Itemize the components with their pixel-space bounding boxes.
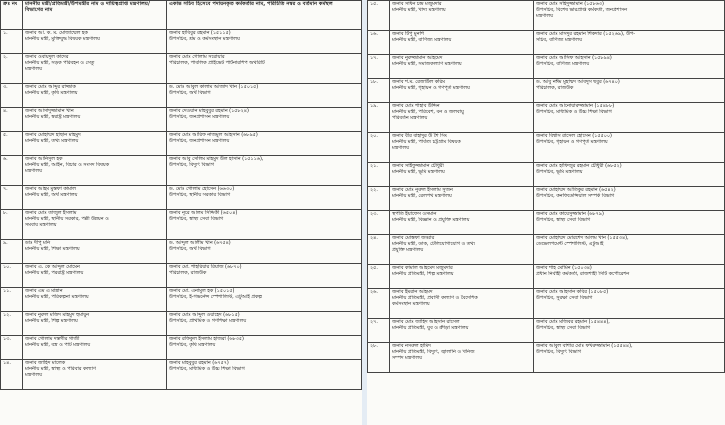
private-secretary-cell [167,360,362,390]
table-body-left [1,30,362,390]
officer-line: উপসচিব, স্বাস্থ্য সেবা বিভাগ [536,325,591,332]
officer-line: উপসচিব, কনফিডেন্সিয়াল সম্পর্ক বিভাগ [536,193,615,200]
minister-line: জনাব মোঃ শাহাব উদ্দিন [392,103,440,109]
minister-line: জনাব নসরুল হামিদ [392,343,431,349]
officer-line: উপসচিব, বিশেষ ভারপ্রাপ্ত কর্মকর্তা, জনপ্রশাসন [536,7,628,14]
minister-cell [390,55,534,79]
private-secretary-cell [167,30,362,54]
officer-line: উপসচিব, ই-গভর্নেন্স স্পেশালিস্ট, এটুআই প্রকল্প [169,294,262,301]
minister-line: জনাব আ. ক. ম. মোজাম্মেল হক [25,30,88,36]
serial-number: ১৪. [1,360,23,390]
officer-line: জনাব মো. এনামুল হক (১৫০১৫) [169,288,235,294]
officer-line: উপসচিব, মাধ্যমিক ও উচ্চ শিক্ষা বিভাগ [536,109,612,116]
minister-cell [23,210,167,240]
table-row [1,132,362,156]
private-secretary-cell [534,103,725,133]
private-secretary-cell [534,187,725,211]
officer-line: জনাব আবু সেলিম মাহমুদ উল হাসান (১৫১১৬), [169,156,264,162]
minister-line: প্রযুক্তি মন্ত্রণালয় [392,247,424,254]
minister-line: মাননীয় মন্ত্রী, কৃষি মন্ত্রণালয় [25,90,78,97]
minister-cell [23,54,167,84]
minister-line: ডাঃ দীপু মনি [25,240,51,246]
minister-line: মাননীয় মন্ত্রী, স্বরাষ্ট্র মন্ত্রণালয় [25,114,81,121]
private-secretary-cell [534,163,725,187]
minister-line: জনাব মোস্তফা জব্বার [392,235,435,241]
officer-line: জনাব মোঃ আরিফ নাজমুল আহসান (৬৮৯৫) [169,132,258,138]
private-secretary-cell [534,319,725,343]
officer-line: জনাব মোঃ মজিবর রহমান (১৫৪৪৪), [536,319,610,325]
officer-line: পরিচালক, পাবলিক প্রাইভেট পার্টনারশিপ অথরিটি [169,60,265,67]
private-secretary-cell [167,54,362,84]
private-secretary-cell [167,264,362,288]
table-row [1,54,362,84]
serial-number: ১৯. [368,103,390,133]
table-row [1,108,362,132]
officer-line: জনাব মোহাম্মদ মোরশেদ আলম খান (১৫৫৩৪), [536,235,629,241]
minister-cell [390,1,534,31]
officer-line: ড. আবু নঈম মুহাম্মদ আবদুস ছবুর (৬৭৪০) [536,79,620,85]
minister-line: জনাব মোঃ জাহিদ আহসান রাসেল [392,319,460,325]
minister-line: মাননীয় মন্ত্রী, মুক্তিযুদ্ধ বিষয়ক মন্ত্রণালয় [25,36,100,43]
minister-line: জনাব শ.ম. রেজাউল করিম [392,79,445,85]
officer-line: জনাব মো. শাহরিয়ার রিয়াজ (৬৮৭০) [169,264,242,270]
private-secretary-cell [167,108,362,132]
minister-line: জনাব এ. কে আব্দুল মোমেন [25,264,80,270]
officer-line: জনাব আবুল বাশার মোঃ ফখরুজ্জামান (১৫৫৪৪), [536,343,633,349]
serial-number: ১৭. [368,55,390,79]
minister-cell [23,108,167,132]
table-row [1,186,362,210]
private-secretary-cell [167,336,362,360]
minister-line: জনাব ইমরান আহমদ [392,289,433,295]
minister-line: মাননীয় প্রতিমন্ত্রী, শিল্প মন্ত্রণালয় [392,271,454,278]
officer-line: উপসচিব, প্রাথমিক ও গণশিক্ষা মন্ত্রণালয় [169,318,247,325]
officer-line: জনাব মোঃ আব্দুল ওয়াহেদ (৬৮১৫) [169,312,240,318]
minister-line: মাননীয় মন্ত্রী, সমাজকল্যাণ মন্ত্রণালয় [392,61,462,68]
table-header-row [1,1,362,30]
private-secretary-cell [534,343,725,373]
minister-cell [23,132,167,156]
officer-line: পরিচালক, রাজউক [536,85,574,92]
table-row [368,163,725,187]
officer-line: প্রধান নির্বাহী কর্মকর্তা, রাজশাহী সিটি কর্পোরেশন [536,271,630,278]
serial-number: ২৭. [368,319,390,343]
serial-number: ২৪. [368,235,390,265]
serial-number: ৪. [1,108,23,132]
minister-header: মাননীয় মন্ত্রী/প্রতিমন্ত্রী/উপমন্ত্রীর নাম ও দায়িত্বপ্রাপ্ত মন্ত্রণালয়/বিভাগের নাম [23,1,167,30]
officer-line: সচিব, বাণিজ্য মন্ত্রণালয় [536,37,582,44]
table-row [1,360,362,390]
private-secretary-cell [167,288,362,312]
serial-number: ২২. [368,187,390,211]
minister-line: জনাব কামাল আহমেদ মজুমদার [392,265,453,271]
serial-number: ২১. [368,163,390,187]
minister-line: মাননীয় মন্ত্রী, খাদ্য মন্ত্রণালয় [392,7,446,14]
serial-number: ১১. [1,288,23,312]
minister-line: জনাব মোঃ তাজুল ইসলাম [25,210,77,216]
minister-line: মাননীয় মন্ত্রী, ডাক, টেলিযোগাযোগ ও তথ্য [392,241,475,248]
minister-line: মাননীয় প্রতিমন্ত্রী, প্রবাসী কল্যাণ ও বৈদেশিক [392,295,478,302]
private-secretary-cell [534,79,725,103]
minister-line: মাননীয় মন্ত্রী, সড়ক পরিবহন ও সেতু [25,60,95,67]
private-secretary-cell [534,211,725,235]
officer-line: পরিচালক, রাজউক [169,270,207,277]
serial-number: ৩. [1,84,23,108]
officer-line: জনাব মোঃ আনোয়ারুজ্জামান (১৫৪৮৮) [536,103,615,109]
minister-line: জনাব জাহিদ মালেক [25,360,66,366]
minister-line: মাননীয় মন্ত্রী, পররাষ্ট্র মন্ত্রণালয় [25,270,84,277]
private-secretary-cell [167,186,362,210]
minister-cell [23,336,167,360]
minister-line: কর্মসংস্থান মন্ত্রণালয় [392,301,430,308]
table-row [368,103,725,133]
officer-line: জনাব মোহাম্মদ আতিকুর রহমান (৬৫৪২) [536,187,616,193]
minister-line: জনাব নুরুল মজিদ মাহমুদ হুমায়ুন [25,312,90,318]
minister-line: জনাব সাইফুজ্জামান চৌধুরী [392,163,444,169]
minister-cell [23,156,167,186]
minister-cell [390,235,534,265]
officer-line: জনাব হাবিবুর রহমান (১৫১১৫) [169,30,231,36]
serial-header: ক্রঃ নং [1,1,23,30]
officer-line: জনাব দেওয়ান মাহবুবুর রহমান (১৫৮২৪) [169,108,249,114]
minister-line: মন্ত্রণালয় [25,168,43,175]
officer-line: জনাব শাহ মোমিন (১৫০৩৪) [536,265,592,271]
private-secretary-cell [167,84,362,108]
minister-line: মাননীয় মন্ত্রী, রেলপথ মন্ত্রণালয় [392,193,452,200]
minister-cell [390,31,534,55]
table-row [368,31,725,55]
minister-line: জনাব এম এ মান্নান [25,288,63,294]
minister-line: মাননীয় মন্ত্রী, শিল্প মন্ত্রণালয় [25,318,78,325]
officer-line: মন্ত্রণালয় [536,13,554,20]
officer-line: উপসচিব, অর্থ বিভাগ [169,90,211,97]
minister-line: মাননীয় প্রতিমন্ত্রী, বিদ্যুৎ, জ্বালানি ও খনিজ [392,349,475,356]
serial-number: ৮. [1,210,23,240]
table-row [1,210,362,240]
minister-line: জনাব মোঃ আব্দুর রাজ্জাক [25,84,76,90]
table-row [1,264,362,288]
minister-cell [390,79,534,103]
minister-cell [23,240,167,264]
minister-cell [390,265,534,289]
minister-cell [390,163,534,187]
officer-line: উপসচিব, বিদ্যুৎ বিভাগ [536,349,581,356]
officer-line: জনাব মোঃ আহসান কবির (১৫০৮৫) [536,289,609,295]
minister-line: মন্ত্রণালয় [25,372,43,379]
officer-line: ড. মোঃ গোলাম হোসেন (৬৬৩০) [169,186,235,192]
serial-number: ৭. [1,186,23,210]
private-secretary-cell [167,132,362,156]
serial-number: ২৮. [368,343,390,373]
private-secretary-cell [167,210,362,240]
minister-line: জনাব মোঃ নুরুল ইসলাম সুজন [392,187,453,193]
private-secretary-cell [534,235,725,265]
minister-line: মাননীয় প্রতিমন্ত্রী, যুব ও ক্রীড়া মন্ত্রণালয় [392,325,469,332]
serial-number: ২. [1,54,23,84]
officer-line: উপসচিব, বিদ্যুৎ বিভাগ [169,162,214,169]
table-row [368,79,725,103]
minister-cell [390,187,534,211]
serial-number: ২০. [368,133,390,163]
officer-line: জনাব মাহবুবুর রহমান (৬৭৫৭) [169,360,229,366]
table-row [368,343,725,373]
officer-line: জনাব মোঃ মাসদুর রহমান শিকদার (১৫২৬৯), উপ- [536,31,635,37]
minister-cell [23,30,167,54]
minister-cell [390,211,534,235]
minister-line: মাননীয় মন্ত্রী, পার্বত্য চট্টগ্রাম বিষয়ক [392,139,461,146]
officer-line: উপসচিব, মাধ্যমিক ও উচ্চ শিক্ষা বিভাগ [169,366,245,373]
minister-cell [23,84,167,108]
serial-number: ১৫. [368,1,390,31]
serial-number: ২৬. [368,289,390,319]
serial-number: ২৫. [368,265,390,289]
officer-line: উপসচিব, গৃহায়ন ও গণপূর্ত মন্ত্রণালয় [536,139,608,146]
minister-line: মন্ত্রণালয় [25,66,43,73]
minister-cell [390,289,534,319]
appointment-table-right [367,0,725,373]
minister-cell [23,264,167,288]
officer-line: উপসচিব, সুরক্ষা সেবা বিভাগ [536,295,593,302]
appointment-table-left [0,0,362,390]
serial-number: ১৮. [368,79,390,103]
minister-line: মাননীয় মন্ত্রী, বাণিজ্য মন্ত্রণালয় [392,37,452,44]
minister-line: পরিবর্তন মন্ত্রণালয় [392,115,428,122]
private-secretary-cell [167,312,362,336]
officer-line: জনাব বিশ্বাস রাসেল হোসেন (১৫৫০০) [536,133,612,139]
minister-line: মাননীয় মন্ত্রী, পরিকল্পনা মন্ত্রণালয় [25,294,89,301]
officer-line: উপসচিব, স্বাস্থ্য সেবা বিভাগ [169,216,224,223]
minister-line: স্থপতি ইয়াফেস ওসমান [392,211,437,217]
minister-line: মাননীয় মন্ত্রী, আইন, বিচার ও সংসদ বিষয়ক [25,162,110,169]
minister-line: মাননীয় মন্ত্রী, স্থানীয় সরকার, পল্লী উন্নয়ন ও [25,216,109,223]
private-secretary-cell [534,133,725,163]
officer-line: উপসচিব, কৃষি মন্ত্রণালয় [169,342,216,349]
officer-line: উপসচিব, শ্রম ও কর্মসংস্থান মন্ত্রণালয় [169,36,240,43]
table-row [1,240,362,264]
minister-line: মাননীয় মন্ত্রী, তথ্য মন্ত্রণালয় [25,138,79,145]
minister-line: সমবায় মন্ত্রণালয় [25,222,57,229]
minister-line: মন্ত্রণালয় [392,145,410,152]
serial-number: ১০. [1,264,23,288]
table-row [368,1,725,31]
officer-line: ড. মোঃ আবুল কালাম আজাদ খান (১৫০১৫) [169,84,259,90]
serial-number: ২৩. [368,211,390,235]
table-row [1,288,362,312]
minister-line: জনাব আসাদুজ্জামান খান [25,108,74,114]
serial-number: ৬. [1,156,23,186]
minister-cell [23,186,167,210]
minister-line: জনাব টিপু মুনশি [392,31,424,37]
document-page-left [0,0,362,425]
serial-number: ১৩. [1,336,23,360]
minister-line: মাননীয় মন্ত্রী, ভূমি মন্ত্রণালয় [392,169,445,176]
officer-line: উপসচিব, জনপ্রশাসন মন্ত্রণালয় [169,138,230,145]
table-row [1,156,362,186]
private-secretary-header: একান্ত সচিব হিসেবে পদায়নকৃত কর্মকর্তার নাম, পরিচিতি নম্বর ও বর্তমান কর্মস্থল [167,1,362,30]
minister-line: সম্পদ মন্ত্রণালয় [392,355,423,362]
minister-line: জনাব গোলাম দস্তগীর গাজী [25,336,80,342]
minister-line: জনাব আহম মুস্তফা কামাল [25,186,76,192]
serial-number: ১৬. [368,31,390,55]
officer-line: জনাব মোঃ আসিফ আহসান (১৫৮৯৪) [536,55,612,61]
minister-line: মাননীয় মন্ত্রী, অর্থ মন্ত্রণালয় [25,192,78,199]
private-secretary-cell [534,1,725,31]
minister-line: মাননীয় মন্ত্রী, গৃহায়ন ও গণপূর্ত মন্ত্রণালয় [392,85,470,92]
minister-cell [23,312,167,336]
officer-line: উপসচিব, অর্থ বিভাগ [169,246,211,253]
table-row [368,133,725,163]
minister-line: জনাব ওবায়দুল কাদের [25,54,69,60]
minister-line: জনাব সাধন চন্দ্র মজুমদার [392,1,442,7]
serial-number: ১২. [1,312,23,336]
minister-cell [23,360,167,390]
private-secretary-cell [167,240,362,264]
document-page-right [367,0,725,425]
private-secretary-cell [534,289,725,319]
table-row [368,319,725,343]
serial-number: ১. [1,30,23,54]
officer-line: জনাব রফিকুল ইসলাম হাজরা (৬৮৩৫) [169,336,244,342]
serial-number: ৯. [1,240,23,264]
minister-cell [23,288,167,312]
officer-line: উপসচিব, স্বাস্থ্য সেবা বিভাগ [536,217,591,224]
table-row [1,84,362,108]
officer-line: ডেভেলপমেন্ট স্পেশালিস্ট, এটুআই [536,241,604,248]
table-row [1,30,362,54]
officer-line: উপসচিব, জনপ্রশাসন মন্ত্রণালয় [169,114,230,121]
minister-line: মাননীয় মন্ত্রী, স্বাস্থ্য ও পরিবার কল্যাণ [25,366,96,373]
table-row [368,187,725,211]
officer-line: জনাব মোঃ গোলাম সরোয়ার [169,54,225,60]
private-secretary-cell [534,31,725,55]
table-row [368,265,725,289]
officer-line: জনাব নূরে আলম সিদ্দিকী (৬৫০৪) [169,210,238,216]
minister-line: জনাব আনিসুল হক [25,156,63,162]
officer-line: জনাব মোঃ হাফিজুর রহমান চৌধুরী (৬৮৫২) [536,163,622,169]
minister-line: জনাব নুরুজ্জামান আহমেদ [392,55,443,61]
minister-cell [390,319,534,343]
serial-number: ৫. [1,132,23,156]
table-body-right [368,1,725,373]
officer-line: উপসচিব, বাণিজ্য মন্ত্রণালয় [536,61,590,68]
table-row [368,235,725,265]
minister-line: মাননীয় মন্ত্রী, শিক্ষা মন্ত্রণালয় [25,246,80,253]
minister-line: মাননীয় মন্ত্রী, বস্ত্র ও পাট মন্ত্রণালয় [25,342,91,349]
officer-line: জনাব মোঃ সহিদুজ্জামান (১৫৮৬৩) [536,1,604,7]
minister-line: জনাব বীর বাহাদুর উ শৈ সিং [392,133,447,139]
private-secretary-cell [167,156,362,186]
officer-line: জনাব মোঃ কায়েসুজ্জামান (৬৮৭৯) [536,211,604,217]
minister-line: মাননীয় মন্ত্রী, পরিবেশ, বন ও জলবায়ু [392,109,464,116]
table-row [1,336,362,360]
table-row [1,312,362,336]
private-secretary-cell [534,265,725,289]
minister-cell [390,343,534,373]
minister-line: মাননীয় মন্ত্রী, বিজ্ঞান ও প্রযুক্তি মন্ত্রণালয় [392,217,470,224]
officer-line: উপসচিব, ভূমি মন্ত্রণালয় [536,169,583,176]
minister-line: জনাব মোহাম্মদ হাছান মাহমুদ [25,132,81,138]
officer-line: উপসচিব, স্থানীয় সরকার বিভাগ [169,192,231,199]
table-row [368,55,725,79]
table-row [368,289,725,319]
private-secretary-cell [534,55,725,79]
minister-cell [390,133,534,163]
table-row [368,211,725,235]
minister-cell [390,103,534,133]
officer-line: ড. আব্দুল আলীম খান (৬৭৫৪) [169,240,231,246]
